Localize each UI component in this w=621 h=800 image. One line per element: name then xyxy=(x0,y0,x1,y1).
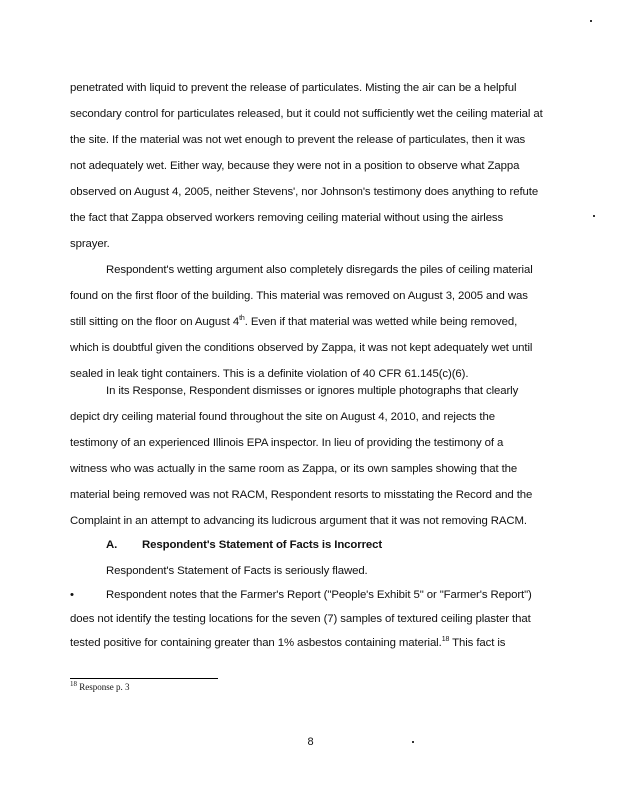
footnote-text: Response p. 3 xyxy=(79,682,130,692)
body-text: tested positive for containing greater than 1% asbestos containing material. xyxy=(70,637,442,649)
body-text: . Even if that material was wetted while being removed, xyxy=(244,316,518,328)
body-line: observed on August 4, 2005, neither Stevens', nor Johnson's testimony does anything to refute xyxy=(70,186,539,198)
body-line: penetrated with liquid to prevent the release of particulates. Misting the air can be a helpful xyxy=(70,82,517,94)
footnote xyxy=(70,682,130,692)
scan-speck xyxy=(593,215,595,217)
body-line: does not identify the testing locations for the seven (7) samples of textured ceiling plaster that xyxy=(70,613,531,625)
superscript: th xyxy=(239,315,245,323)
body-line: which is doubtful given the conditions observed by Zappa, it was not kept adequately wet until xyxy=(70,342,533,354)
body-line: the site. If the material was not wet enough to prevent the release of particulates, then it was xyxy=(70,134,526,146)
body-line: Respondent notes that the Farmer's Report ("People's Exhibit 5" or "Farmer's Report") xyxy=(106,589,532,601)
body-text: This fact is xyxy=(449,637,506,649)
body-line: the fact that Zappa observed workers removing ceiling material without using the airless xyxy=(70,212,504,224)
body-text: still sitting on the floor on August 4 xyxy=(70,316,240,328)
body-line-with-footnote-ref xyxy=(70,637,505,649)
body-line: not adequately wet. Either way, because they were not in a position to observe what Zappa xyxy=(70,160,520,172)
section-heading-letter: A. xyxy=(106,539,118,551)
body-line: In its Response, Respondent dismisses or ignores multiple photographs that clearly xyxy=(106,385,519,397)
body-line: Complaint in an attempt to advancing its ludicrous argument that it was not removing RACM. xyxy=(70,515,527,527)
body-line: Respondent's Statement of Facts is seriously flawed. xyxy=(106,565,368,577)
footnote-divider xyxy=(70,678,218,679)
body-line: Respondent's wetting argument also completely disregards the piles of ceiling material xyxy=(106,264,533,276)
bullet-marker: • xyxy=(70,589,74,601)
body-line: secondary control for particulates released, but it could not sufficiently wet the ceiling material at xyxy=(70,108,543,120)
body-line: sealed in leak tight containers. This is a definite violation of 40 CFR 61.145(c)(6). xyxy=(70,368,469,380)
footnote-ref: 18 xyxy=(441,636,450,644)
body-line: depict dry ceiling material found throughout the site on August 4, 2010, and rejects the xyxy=(70,411,495,423)
section-heading: Respondent's Statement of Facts is Incorrect xyxy=(142,539,383,551)
body-line: material being removed was not RACM, Respondent resorts to misstating the Record and the xyxy=(70,489,533,501)
body-line-with-superscript xyxy=(70,316,517,328)
body-line: testimony of an experienced Illinois EPA inspector. In lieu of providing the testimony of a xyxy=(70,437,504,449)
footnote-number: 18 xyxy=(70,680,77,688)
body-line: found on the first floor of the building. This material was removed on August 3, 2005 and was xyxy=(70,290,528,302)
body-line: witness who was actually in the same room as Zappa, or its own samples showing that the xyxy=(70,463,518,475)
body-line: sprayer. xyxy=(70,238,110,250)
scan-speck xyxy=(590,20,592,22)
page-number: 8 xyxy=(307,736,314,748)
